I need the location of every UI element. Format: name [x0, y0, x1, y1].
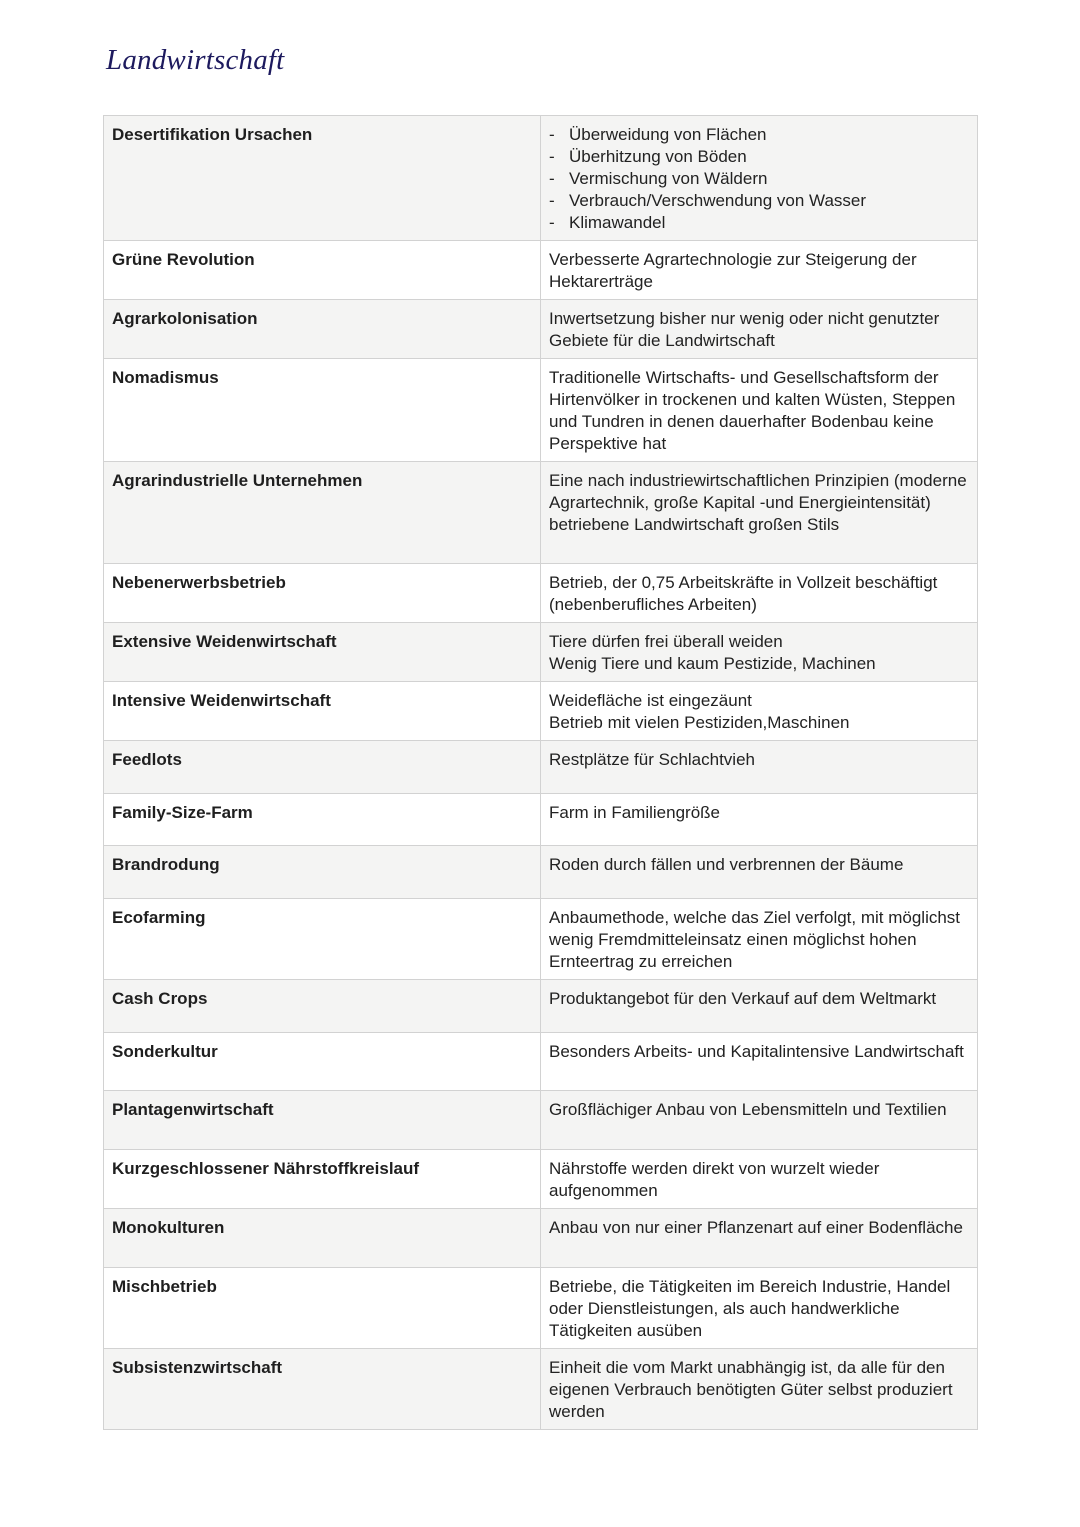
definition-cell — [541, 682, 978, 741]
dash-marker: - — [549, 147, 555, 166]
table-row — [104, 623, 978, 682]
definition-line: Weidefläche ist eingezäunt — [549, 691, 752, 710]
term-cell: Intensive Weidenwirtschaft — [104, 682, 541, 741]
definition-cell: Produktangebot für den Verkauf auf dem Weltmarkt — [541, 980, 978, 1033]
definition-cell: Anbau von nur einer Pflanzenart auf einer Bodenfläche — [541, 1209, 978, 1268]
table-row — [104, 116, 978, 241]
term-cell: Agrarindustrielle Unternehmen — [104, 462, 541, 564]
table-row — [104, 359, 978, 462]
table-row — [104, 241, 978, 300]
glossary-table — [103, 115, 978, 1430]
list-item — [549, 190, 969, 212]
dash-marker: - — [549, 213, 555, 232]
list-item-text: Vermischung von Wäldern — [569, 169, 768, 188]
list-item-text: Klimawandel — [569, 213, 666, 232]
page-title: Landwirtschaft — [106, 44, 285, 76]
term-cell: Family-Size-Farm — [104, 794, 541, 846]
definition-cell — [541, 623, 978, 682]
definition-cell: Roden durch fällen und verbrennen der Bäume — [541, 846, 978, 899]
table-row — [104, 564, 978, 623]
table-row — [104, 1209, 978, 1268]
definition-cell: Einheit die vom Markt unabhängig ist, da alle für den eigenen Verbrauch benötigten Güter selbst produziert werden — [541, 1349, 978, 1430]
definition-line: Wenig Tiere und kaum Pestizide, Machinen — [549, 654, 876, 673]
list-item — [549, 168, 969, 190]
term-cell: Mischbetrieb — [104, 1268, 541, 1349]
term-cell: Extensive Weidenwirtschaft — [104, 623, 541, 682]
definition-cell: Verbesserte Agrartechnologie zur Steigerung der Hektarerträge — [541, 241, 978, 300]
term-cell: Plantagenwirtschaft — [104, 1091, 541, 1150]
dash-marker: - — [549, 125, 555, 144]
table-row — [104, 1150, 978, 1209]
definition-cell: Farm in Familiengröße — [541, 794, 978, 846]
table-row — [104, 899, 978, 980]
definition-cell: Betrieb, der 0,75 Arbeitskräfte in Vollzeit beschäftigt (nebenberufliches Arbeiten) — [541, 564, 978, 623]
term-cell: Kurzgeschlossener Nährstoffkreislauf — [104, 1150, 541, 1209]
table-row — [104, 980, 978, 1033]
list-item — [549, 124, 969, 146]
list-item-text: Verbrauch/Verschwendung von Wasser — [569, 191, 867, 210]
definition-line: Tiere dürfen frei überall weiden — [549, 632, 783, 651]
definition-cell: Traditionelle Wirtschafts- und Gesellschaftsform der Hirtenvölker in trockenen und kalten Wüsten, Steppen und Tundren in denen dauerhafter Bodenbau keine Perspektive hat — [541, 359, 978, 462]
cause-list — [549, 124, 969, 234]
term-cell: Nomadismus — [104, 359, 541, 462]
term-cell: Subsistenzwirtschaft — [104, 1349, 541, 1430]
term-cell: Ecofarming — [104, 899, 541, 980]
definition-cell: Besonders Arbeits- und Kapitalintensive Landwirtschaft — [541, 1033, 978, 1091]
table-row — [104, 794, 978, 846]
definition-cell: Nährstoffe werden direkt von wurzelt wieder aufgenommen — [541, 1150, 978, 1209]
definition-cell: Eine nach industriewirtschaftlichen Prinzipien (moderne Agrartechnik, große Kapital -und Energieintensität) betriebene Landwirtschaft großen Stils — [541, 462, 978, 564]
definition-cell: Anbaumethode, welche das Ziel verfolgt, mit möglichst wenig Fremdmitteleinsatz einen möglichst hohen Ernteertrag zu erreichen — [541, 899, 978, 980]
term-cell: Nebenerwerbsbetrieb — [104, 564, 541, 623]
term-cell: Brandrodung — [104, 846, 541, 899]
list-item-text: Überweidung von Flächen — [569, 125, 767, 144]
list-item-text: Überhitzung von Böden — [569, 147, 747, 166]
table-row — [104, 846, 978, 899]
table-row — [104, 1349, 978, 1430]
term-cell: Cash Crops — [104, 980, 541, 1033]
table-row — [104, 462, 978, 564]
table-row — [104, 741, 978, 794]
term-cell: Feedlots — [104, 741, 541, 794]
definition-line: Betrieb mit vielen Pestiziden,Maschinen — [549, 713, 850, 732]
list-item — [549, 146, 969, 168]
table-row — [104, 1091, 978, 1150]
definition-cell: Betriebe, die Tätigkeiten im Bereich Industrie, Handel oder Dienstleistungen, als auch handwerkliche Tätigkeiten ausüben — [541, 1268, 978, 1349]
dash-marker: - — [549, 169, 555, 188]
table-row — [104, 682, 978, 741]
dash-marker: - — [549, 191, 555, 210]
term-cell: Agrarkolonisation — [104, 300, 541, 359]
term-cell: Sonderkultur — [104, 1033, 541, 1091]
table-row — [104, 300, 978, 359]
term-cell: Monokulturen — [104, 1209, 541, 1268]
table-row — [104, 1033, 978, 1091]
term-cell: Desertifikation Ursachen — [104, 116, 541, 241]
table-row — [104, 1268, 978, 1349]
definition-cell: Großflächiger Anbau von Lebensmitteln und Textilien — [541, 1091, 978, 1150]
definition-cell: Inwertsetzung bisher nur wenig oder nicht genutzter Gebiete für die Landwirtschaft — [541, 300, 978, 359]
definition-cell: Restplätze für Schlachtvieh — [541, 741, 978, 794]
definition-cell — [541, 116, 978, 241]
term-cell: Grüne Revolution — [104, 241, 541, 300]
list-item — [549, 212, 969, 234]
